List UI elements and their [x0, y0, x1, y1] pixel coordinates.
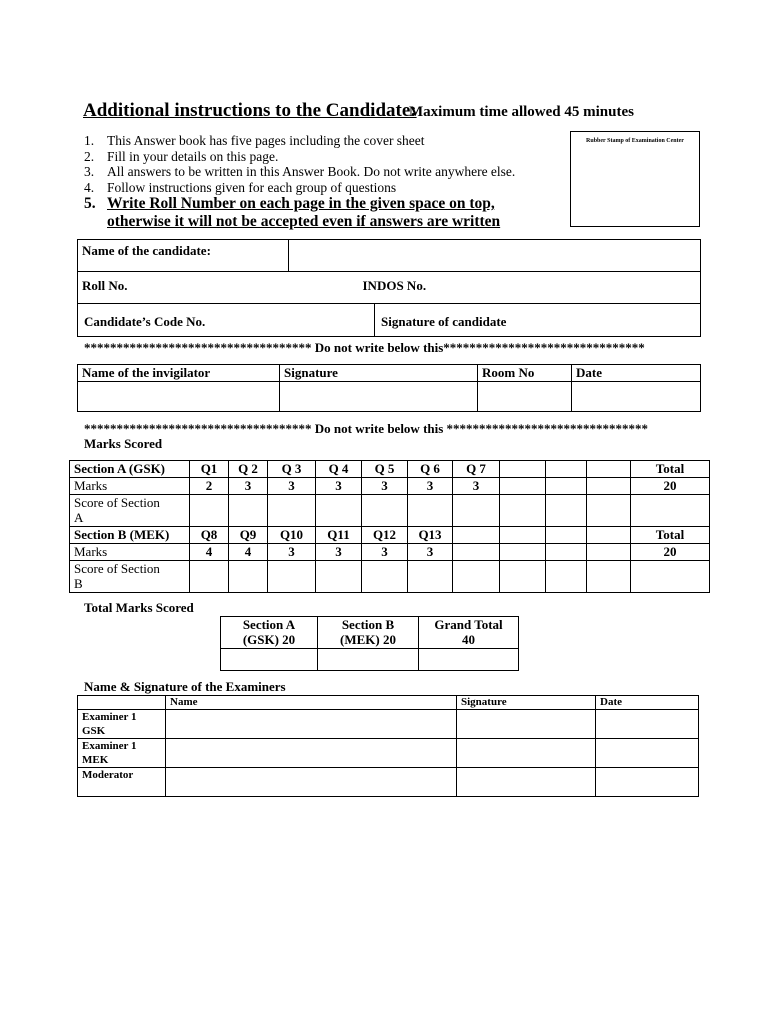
examiner-signature-field[interactable] [457, 710, 596, 739]
total-marks-table [220, 616, 519, 671]
date-field[interactable] [572, 382, 701, 412]
score-cell[interactable] [190, 561, 229, 593]
stamp-label: Rubber Stamp of Examination Center [586, 138, 684, 144]
examiner-signature-field[interactable] [457, 768, 596, 797]
score-cell[interactable] [229, 561, 268, 593]
invigilator-table [77, 364, 701, 412]
instruction-list [84, 133, 515, 195]
examiner-row-label: Moderator [78, 768, 166, 797]
score-cell[interactable] [229, 495, 268, 527]
examiner-row-label: Examiner 1 MEK [78, 739, 166, 768]
question-marks: 3 [316, 478, 362, 495]
section-b-total-header: Section B (MEK) 20 [318, 617, 419, 649]
question-marks: 3 [229, 478, 268, 495]
instruction-item: 3. All answers to be written in this Answer Book. Do not write anywhere else. [84, 164, 516, 179]
question-marks: 4 [190, 544, 229, 561]
score-cell[interactable] [362, 495, 408, 527]
question-marks: 3 [408, 478, 453, 495]
marks-table [69, 460, 710, 593]
question-marks: 3 [268, 478, 316, 495]
room-no-header: Room No [478, 365, 572, 382]
marks-scored-label: Marks Scored [84, 436, 163, 451]
examiner-signature-header: Signature [457, 696, 596, 710]
section-b-total-field[interactable] [318, 649, 419, 671]
question-header: Q 7 [453, 461, 500, 478]
score-section-b-label: Score of Section B [70, 561, 190, 593]
question-header: Q1 [190, 461, 229, 478]
question-header: Q 6 [408, 461, 453, 478]
question-marks: 4 [229, 544, 268, 561]
stamp-box [570, 131, 700, 227]
candidate-signature-label[interactable]: Signature of candidate [381, 314, 507, 329]
section-a-total-header: Section A (GSK) 20 [221, 617, 318, 649]
candidate-name-field[interactable] [289, 240, 701, 272]
score-total-cell[interactable] [631, 561, 710, 593]
examiner-name-field[interactable] [166, 739, 457, 768]
section-a-total-field[interactable] [221, 649, 318, 671]
examiner-row-label: Examiner 1 GSK [78, 710, 166, 739]
invigilator-signature-header: Signature [280, 365, 478, 382]
room-no-field[interactable] [478, 382, 572, 412]
time-allowed: Maximum time allowed 45 minutes [409, 104, 634, 120]
total-marks: 20 [631, 478, 710, 495]
question-marks: 2 [190, 478, 229, 495]
score-cell[interactable] [268, 495, 316, 527]
instruction-item: 1. This Answer book has five pages including the cover sheet [84, 133, 425, 148]
examiners-table [77, 695, 699, 797]
separator-line: *********************************** Do not write below this******************************* [84, 340, 645, 355]
score-cell[interactable] [268, 561, 316, 593]
invigilator-signature-field[interactable] [280, 382, 478, 412]
question-header: Q10 [268, 527, 316, 544]
separator-line: *********************************** Do not write below this ******************************* [84, 421, 649, 436]
invigilator-name-header: Name of the invigilator [78, 365, 280, 382]
question-marks: 3 [362, 544, 408, 561]
question-header: Q 5 [362, 461, 408, 478]
candidate-details-table [77, 239, 701, 337]
score-cell[interactable] [190, 495, 229, 527]
score-cell[interactable] [408, 561, 453, 593]
examiner-date-field[interactable] [596, 710, 699, 739]
examiner-date-field[interactable] [596, 739, 699, 768]
examiner-name-header: Name [166, 696, 457, 710]
section-a-header: Section A (GSK) [70, 461, 190, 478]
examiner-name-field[interactable] [166, 768, 457, 797]
grand-total-field[interactable] [419, 649, 519, 671]
question-marks: 3 [362, 478, 408, 495]
roll-no-label: Roll No. [82, 278, 128, 293]
question-header: Q 3 [268, 461, 316, 478]
score-cell[interactable] [453, 495, 500, 527]
instruction-item: 2. Fill in your details on this page. [84, 148, 279, 164]
score-total-cell[interactable] [631, 495, 710, 527]
question-header: Q9 [229, 527, 268, 544]
question-header: Q12 [362, 527, 408, 544]
question-header: Q 2 [229, 461, 268, 478]
score-cell[interactable] [408, 495, 453, 527]
examiner-signature-field[interactable] [457, 739, 596, 768]
page-title: Additional instructions to the Candidate: [83, 100, 417, 121]
date-header: Date [572, 365, 701, 382]
total-header: Total [631, 527, 710, 544]
examiners-label: Name & Signature of the Examiners [84, 679, 286, 694]
roll-indos-row[interactable] [78, 272, 701, 304]
question-marks: 3 [268, 544, 316, 561]
total-marks-label: Total Marks Scored [84, 600, 194, 615]
total-marks: 20 [631, 544, 710, 561]
question-header: Q8 [190, 527, 229, 544]
instruction-item: 4. Follow instructions given for each group of questions [84, 179, 397, 195]
code-signature-row [78, 304, 701, 337]
total-header: Total [631, 461, 710, 478]
candidate-name-label: Name of the candidate: [78, 240, 289, 272]
score-section-a-label: Score of Section A [70, 495, 190, 527]
question-marks: 3 [453, 478, 500, 495]
examiner-date-header: Date [596, 696, 699, 710]
score-cell[interactable] [316, 495, 362, 527]
question-marks: 3 [408, 544, 453, 561]
grand-total-header: Grand Total 40 [419, 617, 519, 649]
examiner-name-field[interactable] [166, 710, 457, 739]
question-header: Q 4 [316, 461, 362, 478]
indos-no-label: INDOS No. [362, 278, 427, 293]
question-header: Q11 [316, 527, 362, 544]
instruction-5: 5. Write Roll Number on each page in the given space on top, otherwise it will not be accepted even if answers are written [84, 195, 501, 230]
score-cell[interactable] [362, 561, 408, 593]
candidate-code-label[interactable]: Candidate’s Code No. [78, 304, 375, 336]
score-cell[interactable] [316, 561, 362, 593]
marks-label: Marks [70, 478, 190, 495]
examiner-date-field[interactable] [596, 768, 699, 797]
invigilator-name-field[interactable] [78, 382, 280, 412]
question-marks: 3 [316, 544, 362, 561]
marks-label: Marks [70, 544, 190, 561]
question-header: Q13 [408, 527, 453, 544]
section-b-header: Section B (MEK) [70, 527, 190, 544]
